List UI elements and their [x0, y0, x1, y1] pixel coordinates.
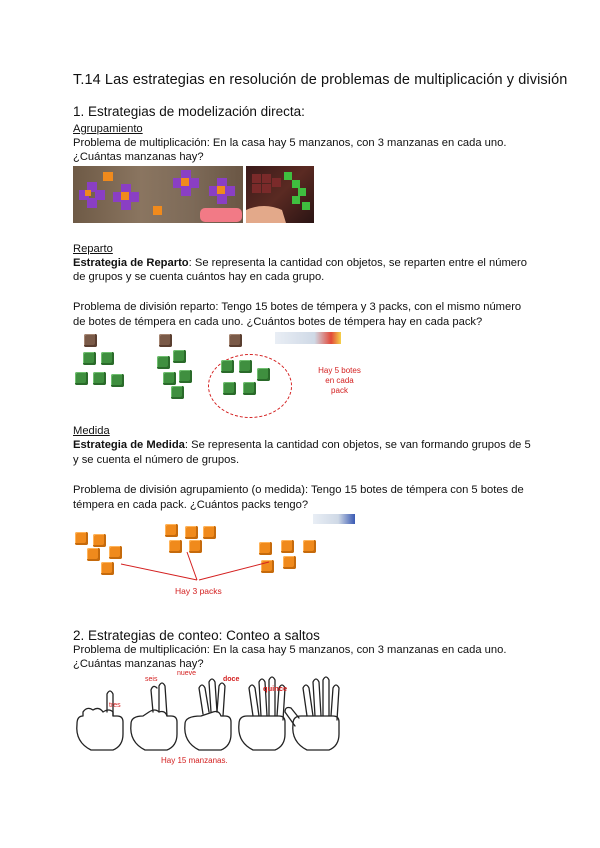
- green-cube: [173, 350, 186, 363]
- green-cube: [239, 360, 252, 373]
- reparto-annotation-line2: en cada pack: [325, 376, 354, 395]
- medida-definition-line2: y se cuenta el número de grupos.: [73, 454, 240, 466]
- pack-icon: [159, 334, 172, 347]
- reparto-definition-line2: de grupos y se cuenta cuántos hay en cada grupo.: [73, 271, 325, 283]
- medida-definition-line1: [73, 438, 531, 453]
- green-cube: [101, 352, 114, 365]
- section2-heading: 2. Estrategias de conteo: Conteo a saltos: [73, 628, 320, 643]
- agrupamiento-problem-line1: Problema de multiplicación: En la casa hay 5 manzanos, con 3 manzanas en cada uno.: [73, 137, 507, 149]
- medida-illustration: [73, 512, 363, 604]
- medida-strategy-name: Estrategia de Medida: [73, 439, 185, 451]
- pack-icon: [84, 334, 97, 347]
- green-cube: [223, 382, 236, 395]
- page-title: T.14 Las estrategias en resolución de problemas de multiplicación y división: [73, 72, 568, 88]
- reparto-label: Reparto: [73, 243, 113, 255]
- reparto-definition-line1: [73, 256, 527, 271]
- medida-annotation: Hay 3 packs: [175, 586, 222, 596]
- green-cube: [157, 356, 170, 369]
- section1-heading: 1. Estrategias de modelización directa:: [73, 104, 305, 119]
- pink-object: [200, 208, 242, 222]
- pack-icon: [229, 334, 242, 347]
- counting-hands-icon: [73, 672, 343, 756]
- hand-with-cubes-illustration: [246, 166, 314, 223]
- hand-cubes-photo: [246, 166, 314, 223]
- count-label-3: tres: [109, 702, 121, 709]
- conteo-problem-line2: ¿Cuántas manzanas hay?: [73, 658, 204, 670]
- green-cube: [243, 382, 256, 395]
- medida-definition-rest: : Se representa la cantidad con objetos, se van formando grupos de 5: [184, 439, 531, 451]
- count-label-6: seis: [145, 676, 158, 683]
- reparto-annotation-line1: Hay 5 botes: [318, 366, 361, 375]
- green-cube: [171, 386, 184, 399]
- count-label-9: nueve: [177, 670, 197, 677]
- agrupamiento-label: Agrupamiento: [73, 123, 143, 135]
- count-label-15: quince: [263, 684, 288, 693]
- conteo-result: Hay 15 manzanas.: [161, 756, 228, 765]
- reparto-problem-line1: Problema de división reparto: Tengo 15 botes de témpera y 3 packs, con el mismo número: [73, 301, 522, 313]
- medida-label: Medida: [73, 425, 110, 437]
- reparto-annotation: [316, 366, 363, 396]
- green-cube: [93, 372, 106, 385]
- reparto-problem-line2: de botes de témpera en cada uno. ¿Cuántos botes de témpera hay en cada pack?: [73, 316, 483, 328]
- agrupamiento-problem-line2: ¿Cuántas manzanas hay?: [73, 151, 204, 163]
- hands-illustration: [73, 672, 343, 772]
- reparto-strategy-name: Estrategia de Reparto: [73, 257, 189, 269]
- conteo-problem-line1: Problema de multiplicación: En la casa hay 5 manzanos, con 3 manzanas en cada uno.: [73, 644, 507, 656]
- green-cube: [221, 360, 234, 373]
- green-cube: [111, 374, 124, 387]
- medida-problem-line2: témpera en cada pack. ¿Cuántos packs tengo?: [73, 499, 309, 511]
- count-label-12: doce: [223, 676, 240, 683]
- tempera-pack-box: [275, 332, 341, 344]
- green-cube: [163, 372, 176, 385]
- reparto-definition-rest: : Se representa la cantidad con objetos, se reparten entre el número: [188, 257, 527, 269]
- green-cube: [179, 370, 192, 383]
- green-cube: [75, 372, 88, 385]
- reparto-illustration: [73, 330, 363, 420]
- medida-problem-line1: Problema de división agrupamiento (o medida): Tengo 15 botes de témpera con 5 botes de: [73, 484, 524, 496]
- green-cube: [83, 352, 96, 365]
- green-cube: [257, 368, 270, 381]
